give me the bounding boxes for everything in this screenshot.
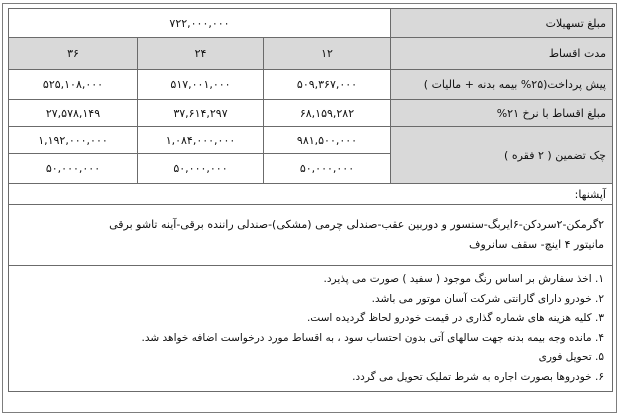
condition-1: ۱. اخذ سفارش بر اساس رنگ موجود ( سفید ) صورت می پذیرد. — [323, 273, 604, 285]
installment-36: ۲۷,۵۷۸,۱۴۹ — [9, 100, 138, 127]
options-title-row — [9, 184, 613, 205]
conditions-row — [9, 266, 613, 392]
installments-label: مدت اقساط — [391, 38, 613, 70]
prepayment-24: ۵۱۷,۰۰۱,۰۰۰ — [138, 70, 264, 100]
prepayment-12: ۵۰۹,۳۶۷,۰۰۰ — [264, 70, 391, 100]
installment-24: ۳۷,۶۱۴,۲۹۷ — [138, 100, 264, 127]
facility-row — [9, 9, 613, 38]
installment-amount-row — [9, 100, 613, 127]
installments-row — [9, 38, 613, 70]
facility-label: مبلغ تسهیلات — [391, 9, 613, 38]
term-24: ۲۴ — [138, 38, 264, 70]
options-title: آپشنها: — [9, 184, 613, 205]
loan-table — [8, 8, 613, 392]
condition-2: ۲. خودرو دارای گارانتی شرکت آسان موتور می باشد. — [371, 292, 604, 305]
installment-12: ۶۸,۱۵۹,۲۸۲ — [264, 100, 391, 127]
prepayment-row — [9, 70, 613, 100]
condition-5: ۵. تحویل فوری — [538, 351, 604, 363]
prepayment-label: پیش پرداخت(۲۵% بیمه بدنه + مالیات ) — [391, 70, 613, 100]
condition-4: ۴. مانده وجه بیمه بدنه جهت سالهای آتی بدون احتساب سود ، به اقساط مورد درخواست اضافه خواهد شد. — [141, 331, 604, 344]
options-cell — [9, 205, 613, 266]
options-row — [9, 205, 613, 266]
cheque-36: ۱,۱۹۲,۰۰۰,۰۰۰ — [9, 127, 138, 154]
installment-amount-label: مبلغ اقساط با نرخ ۲۱% — [391, 100, 613, 127]
cheque2-12: ۵۰,۰۰۰,۰۰۰ — [264, 154, 391, 184]
cheque-12: ۹۸۱,۵۰۰,۰۰۰ — [264, 127, 391, 154]
cheque-24: ۱,۰۸۴,۰۰۰,۰۰۰ — [138, 127, 264, 154]
options-line-1: ۲گرمکن-۲سردکن-۶ایربگ-سنسور و دوربین عقب-صندلی چرمی (مشکی)-صندلی راننده برقی-آینه تاشو برقی — [109, 218, 604, 231]
cheque-label: چک تضمین ( ۲ فقره ) — [391, 127, 613, 184]
term-12: ۱۲ — [264, 38, 391, 70]
facility-amount: ۷۲۲,۰۰۰,۰۰۰ — [9, 9, 391, 38]
term-36: ۳۶ — [9, 38, 138, 70]
options-line-2: مانیتور ۴ اینچ- سقف سانروف — [469, 238, 604, 251]
conditions-cell — [9, 266, 613, 392]
cheque2-36: ۵۰,۰۰۰,۰۰۰ — [9, 154, 138, 184]
prepayment-36: ۵۲۵,۱۰۸,۰۰۰ — [9, 70, 138, 100]
cheque2-24: ۵۰,۰۰۰,۰۰۰ — [138, 154, 264, 184]
condition-6: ۶. خودروها بصورت اجاره به شرط تملیک تحویل می گردد. — [352, 370, 604, 383]
cheque-row-1 — [9, 127, 613, 154]
condition-3: ۳. کلیه هزینه های شماره گذاری در قیمت خودرو لحاظ گردیده است. — [306, 312, 604, 324]
